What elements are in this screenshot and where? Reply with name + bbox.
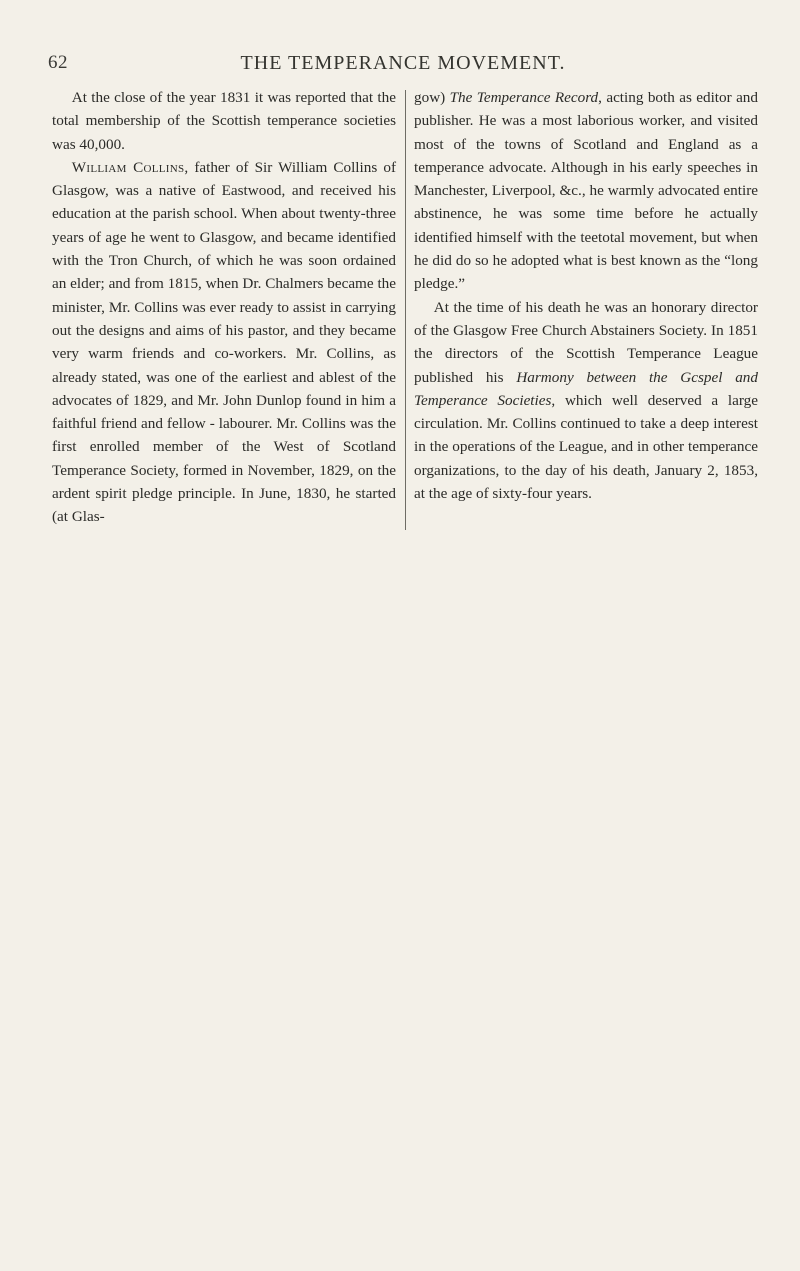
right-column: [414, 86, 758, 505]
paragraph-text: , acting both as editor and publisher. He was a most laborious worker, and visited most of the towns of Scotland and England as a temperance advocate. Although in his early speeches in Manchester, Liverpool, &c., he warmly advocated entire abstinence, he was some time before he actually identified himself with the teetotal movement, but when he did do so he adopted what is best known as the “long pledge.”: [414, 89, 758, 293]
publication-title: The Temperance Record: [449, 89, 599, 106]
paragraph-text: gow): [414, 89, 450, 106]
paragraph: [414, 296, 758, 506]
publication-title: Harmony between the Gcspel and Temperance Societies: [414, 368, 758, 409]
paragraph: [414, 86, 758, 296]
paragraph-text: At the close of the year 1831 it was reported that the total membership of the Scottish temperance societies was 40,000.: [52, 89, 396, 153]
paragraph-text: , which well deserved a large circulation. Mr. Collins continued to take a deep interest in the operations of the League, and in other temperance organizations, to the day of his death, January 2, 1853, at the age of sixty-four years.: [414, 391, 758, 503]
paragraph-text: At the time of his death he was an honorary director of the Glasgow Free Church Abstainers Society. In 1851 the directors of the Scottish Temperance League published his: [414, 298, 758, 386]
paragraph: [52, 156, 396, 529]
person-name: William Collins: [71, 158, 185, 176]
page-header: [48, 52, 758, 78]
paragraph-text: , father of Sir William Collins of Glasgow, was a native of Eastwood, and received his education at the parish school. When about twenty-three years of age he went to Glasgow, and became identified with the Tron Church, of which he was soon ordained an elder; and from 1815, when Dr. Chalmers became the minister, Mr. Collins was ever ready to assist in carrying out the designs and aims of his pastor, and they became very warm friends and co-workers. Mr. Collins, as already stated, was one of the earliest and ablest of the advocates of 1829, and Mr. John Dunlop found in him a faithful friend and fellow - labourer. Mr. Collins was the first enrolled member of the West of Scotland Temperance Society, formed in November, 1829, on the ardent spirit pledge principle. In June, 1830, he started (at Glas-: [52, 158, 397, 526]
paragraph: [52, 86, 396, 156]
column-divider: [405, 90, 406, 530]
left-column: [52, 86, 396, 529]
page-number: 62: [48, 52, 68, 73]
running-head: THE TEMPERANCE MOVEMENT.: [240, 52, 566, 74]
